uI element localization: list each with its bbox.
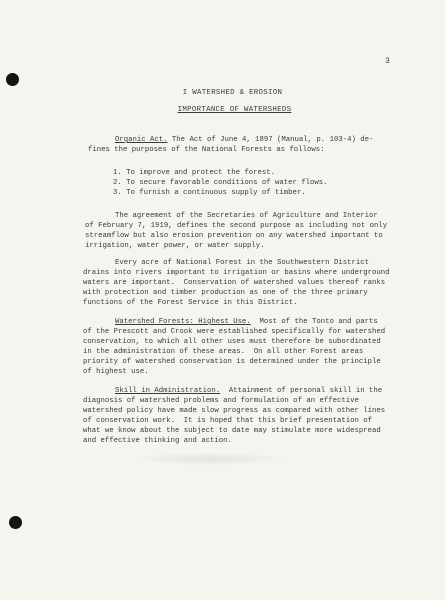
paragraph-line: The agreement of the Secretaries of Agriculture and Interior (115, 212, 378, 220)
list-item: 3. To furnish a continuous supply of timber. (113, 189, 306, 197)
paragraph-line: streamflow but also erosion prevention on any watershed important to (85, 232, 383, 240)
paragraph-line: of the Prescott and Crook were established specifically for watershed (83, 328, 386, 336)
paragraph-line: waters are important. Conservation of watershed values thereof ranks (83, 279, 386, 287)
paragraph-line: conservation, to which all other uses must therefore be subordinated (83, 338, 381, 346)
list-item: 2. To secure favorable conditions of water flows. (113, 179, 328, 187)
paragraph-line: with protection and timber production as one of the three primary (83, 289, 368, 297)
paragraph-line: and effective thinking and action. (83, 437, 232, 445)
paragraph-heading: Skill in Administration. (115, 387, 221, 395)
binder-hole-bottom (9, 516, 22, 529)
paragraph-line: of conservation work. It is hoped that this brief presentation of (83, 417, 373, 425)
list-item: 1. To improve and protect the forest. (113, 169, 276, 177)
paragraph-line: priority of watershed conservation is determined under the principle (83, 358, 381, 366)
paragraph-line: drains into rivers important to irrigation or basins where underground (83, 269, 390, 277)
paragraph-organic-act-line-1: Organic Act. The Act of June 4, 1897 (Manual, p. 103-4) de- (115, 136, 374, 144)
paragraph-line: Every acre of National Forest in the Southwestern District (115, 259, 369, 267)
show-through-smudge (130, 452, 290, 466)
paragraph-line: diagnosis of watershed problems and formulation of an effective (83, 397, 359, 405)
paragraph-line: of highest use. (83, 368, 149, 376)
binder-hole-top (6, 73, 19, 86)
page-number: 3 (385, 57, 390, 66)
paragraph-line: what we know about the subject to date may stimulate more widespread (83, 427, 381, 435)
paragraph-watershed-forests-line-1: Watershed Forests: Highest Use. Most of the Tonto and parts (115, 318, 378, 326)
section-subtitle: IMPORTANCE OF WATERSHEDS (177, 106, 292, 114)
section-title: I WATERSHED & EROSION (182, 89, 283, 97)
paragraph-line: of February 7, 1919, defines the second purpose as including not only (85, 222, 388, 230)
paragraph-line: watershed policy have made slow progress as compared with other lines (83, 407, 386, 415)
paragraph-line: functions of the Forest Service in this District. (83, 299, 298, 307)
paragraph-line: in the administration of these areas. On all other Forest areas (83, 348, 364, 356)
paragraph-skill-line-1: Skill in Administration. Attainment of personal skill in the (115, 387, 383, 395)
paragraph-heading: Organic Act. (115, 136, 168, 144)
paragraph-organic-act-line-2: fines the purposes of the National Forests as follows: (88, 146, 325, 154)
paragraph-line: irrigation, water power, or water supply. (85, 242, 265, 250)
paragraph-heading: Watershed Forests: Highest Use. (115, 318, 251, 326)
